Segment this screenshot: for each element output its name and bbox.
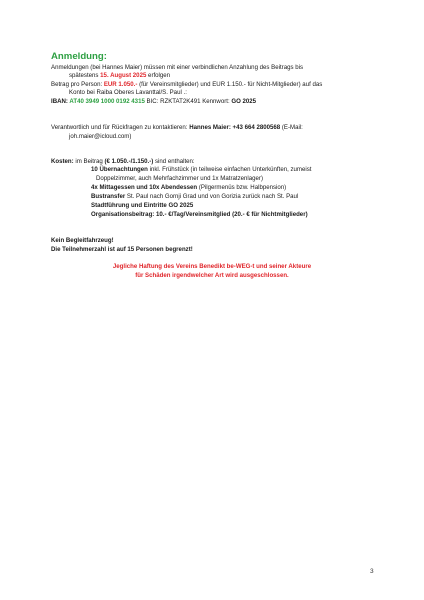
deadline-date: 15. August 2025 (100, 72, 147, 79)
kosten-item-uebernachtungen-cont (96, 175, 263, 183)
kosten-item-essen (91, 184, 286, 192)
page-number: 3 (370, 568, 374, 575)
anmeldung-line-2 (69, 72, 170, 80)
betrag-prefix: Betrag pro Person: (51, 81, 104, 88)
kontakt-email: joh.maier@icloud.com) (69, 133, 132, 140)
kennwort-value: GO 2025 (231, 98, 257, 105)
kontakt-line-2 (69, 133, 131, 141)
betrag-amount: EUR 1.050.- (103, 81, 138, 88)
iban-value: AT40 3949 1000 0192 4315 (67, 98, 145, 105)
betrag-suffix: (für Vereinsmitglieder) und EUR 1.150.- für Nicht-Mitglieder) auf das (137, 81, 323, 88)
item-bold: Bustransfer (91, 193, 126, 200)
kontakt-prefix: Verantwortlich und für Rückfragen zu kontaktieren: (51, 124, 190, 131)
kosten-intro-suffix: sind enthalten: (153, 158, 195, 165)
iban-label: IBAN: (51, 98, 68, 105)
note-teilnehmerzahl (51, 246, 193, 254)
kosten-item-organisation (91, 211, 308, 219)
item-text: Stadtführung und Eintritte GO 2025 (91, 202, 194, 209)
kontakt-line-1 (51, 124, 303, 132)
item-cont: Doppelzimmer, auch Mehrfachzimmer und 1x Matratzenlager) (96, 175, 263, 182)
item-rest: inkl. Frühstück (in teilweise einfachen Unterkünften, zumeist (147, 166, 312, 173)
kontakt-name: Hannes Maier: +43 664 2800568 (189, 124, 281, 131)
kosten-amount: (€ 1.050.-/1.150.-) (104, 158, 154, 165)
kosten-item-stadtfuehrung (91, 202, 193, 210)
deadline-prefix: spätestens (69, 72, 101, 79)
note-text: Die Teilnehmerzahl ist auf 15 Personen begrenzt! (51, 246, 193, 253)
kosten-item-bustransfer (91, 193, 298, 201)
section-heading: Anmeldung: (51, 51, 107, 62)
kosten-item-uebernachtungen (91, 166, 311, 174)
kosten-label: Kosten: (51, 158, 74, 165)
iban-line (51, 98, 256, 106)
item-bold: 10 Übernachtungen (91, 166, 148, 173)
kontakt-suffix: (E-Mail: (280, 124, 303, 131)
note-text: Kein Begleitfahrzeug! (51, 237, 114, 244)
bic-text: BIC: RZKTAT2K491 Kennwort: (144, 98, 232, 105)
kosten-intro (51, 158, 195, 166)
anmeldung-text: Anmeldungen (bei Hannes Maier) müssen mit einer verbindlichen Anzahlung des Beitrags bis (51, 64, 304, 71)
haftung-line-1: Jegliche Haftung des Vereins Benedikt be-WEG-t und seiner Akteure (112, 263, 312, 270)
deadline-suffix: erfolgen (146, 72, 171, 79)
item-rest: St. Paul nach Gornji Grad und von Gorizia zurück nach St. Paul (125, 193, 299, 200)
haftung-line-2: für Schäden irgendwelcher Art wird ausgeschlossen. (135, 272, 289, 279)
note-begleitfahrzeug (51, 237, 114, 245)
betrag-line (51, 81, 322, 89)
anmeldung-line-1 (51, 64, 303, 72)
item-text: Organisationsbeitrag: 10.- €/Tag/Vereinsmitglied (20.- € für Nichtmitglieder) (91, 211, 308, 218)
konto-text: Konto bei Raiba Oberes Lavanttal/S. Paul .: (69, 89, 187, 96)
konto-line (69, 89, 187, 97)
item-rest: (Pilgermenüs bzw. Halbpension) (197, 184, 287, 191)
kosten-intro-prefix: im Beitrag (73, 158, 105, 165)
item-bold: 4x Mittagessen und 10x Abendessen (91, 184, 198, 191)
